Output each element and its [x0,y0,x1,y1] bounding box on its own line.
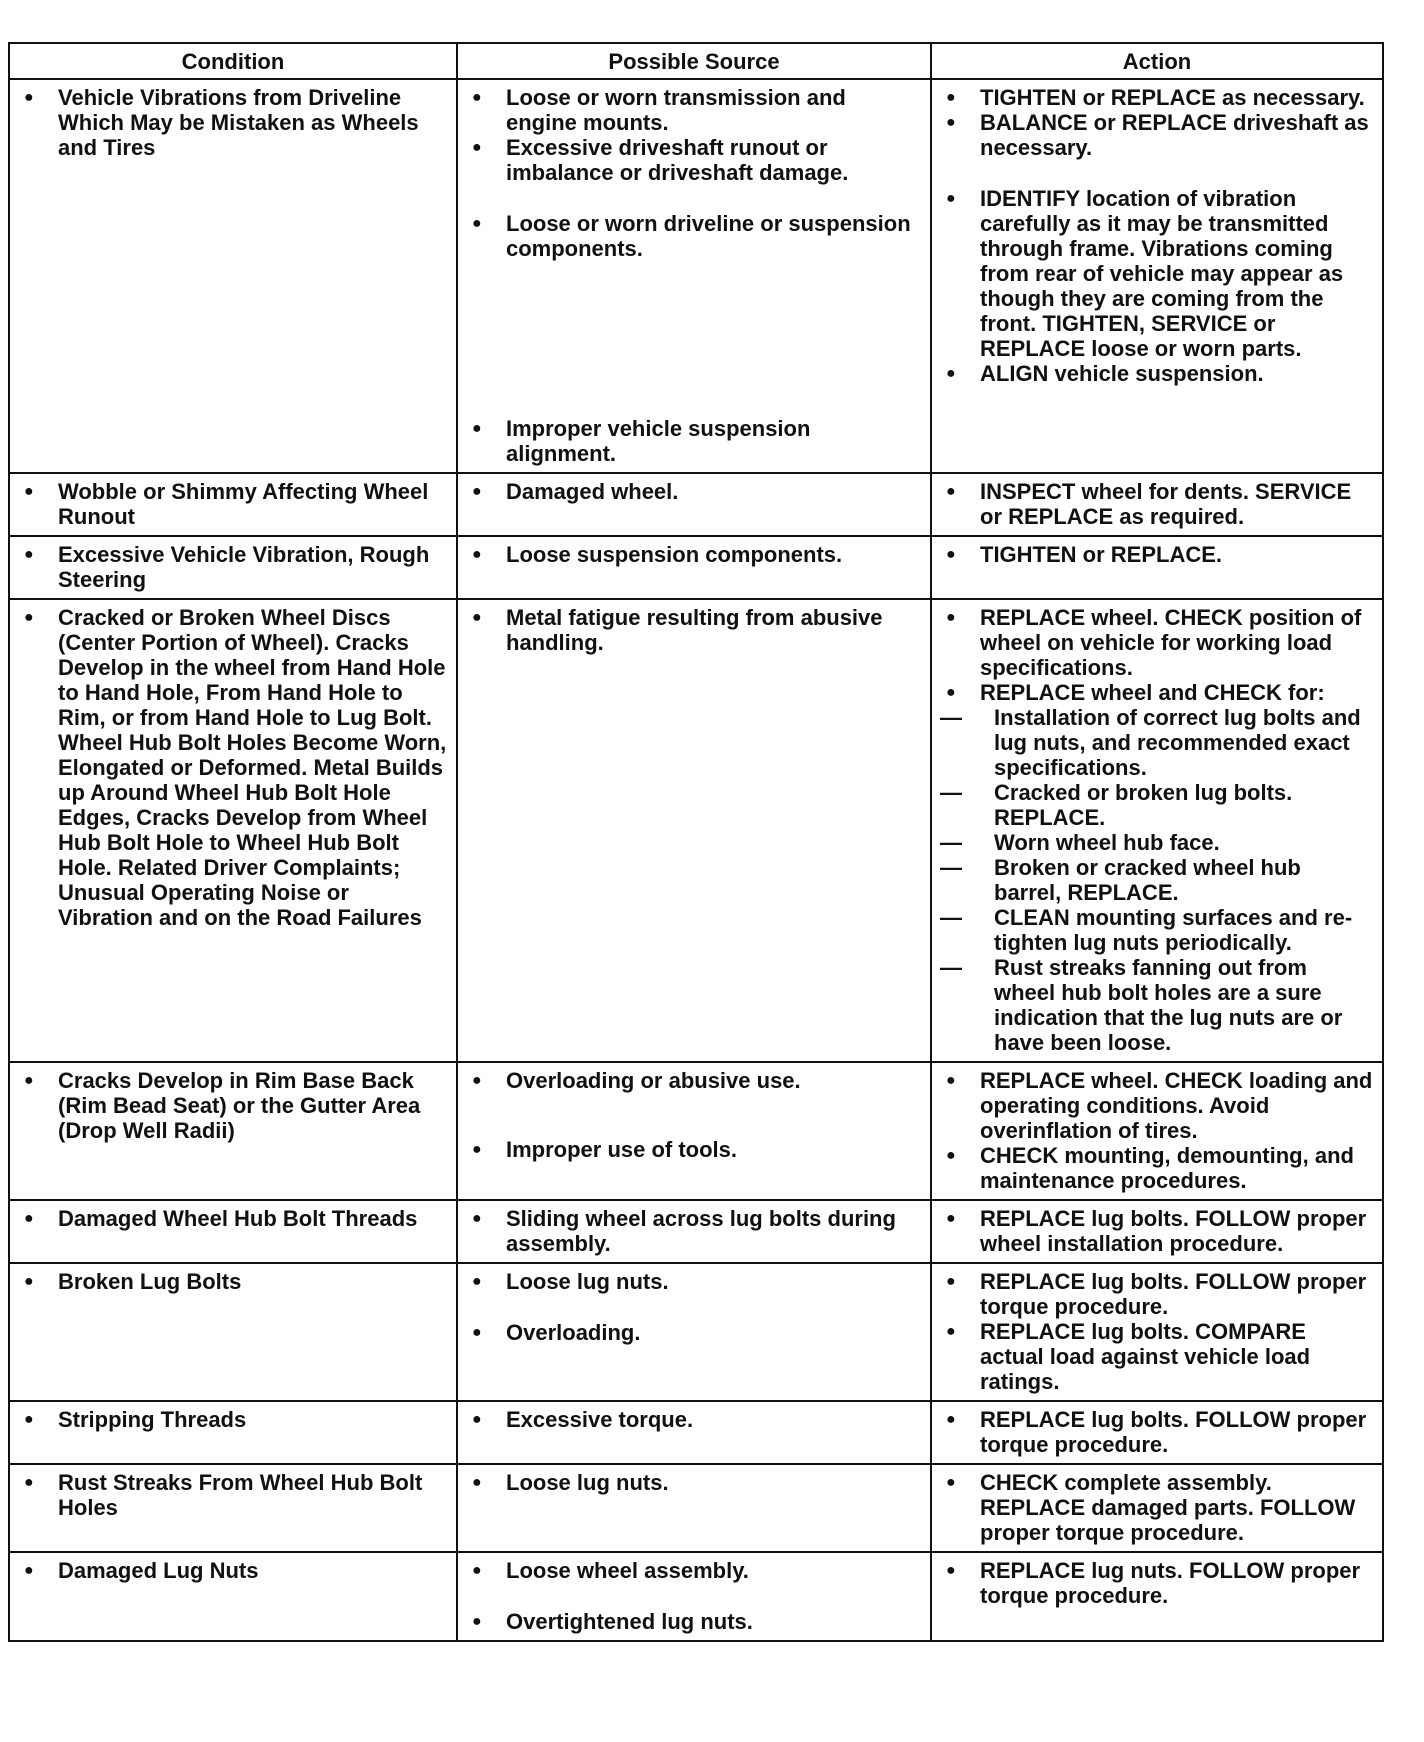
source-cell [457,1552,931,1641]
condition-item: ● Broken Lug Bolts [18,1269,448,1294]
sub-action-item: — Rust streaks fanning out from wheel hub bolt holes are a sure indication that the lug nuts are or have been loose. [940,955,1374,1055]
source-cell [457,1263,931,1401]
source-item: ● Improper use of tools. [466,1137,922,1162]
condition-item: ● Cracked or Broken Wheel Discs (Center Portion of Wheel). Cracks Develop in the wheel from Hand Hole to Hand Hole, From Hand Hole to Rim, or from Hand Hole to Lug Bolt. Wheel Hub Bolt Holes Become Worn, Elongated or Deformed. Metal Builds up Around Wheel Hub Bolt Hole Edges, Cracks Develop from Wheel Hub Bolt Hole to Wheel Hub Bolt Hole. Related Driver Complaints; Unusual Operating Noise or Vibration and on the Road Failures [18,605,448,930]
action-cell [931,599,1383,1062]
source-cell [457,1200,931,1263]
sub-action-item: — Cracked or broken lug bolts. REPLACE. [940,780,1374,830]
header-condition: Condition [9,43,457,79]
action-item: ● INSPECT wheel for dents. SERVICE or REPLACE as required. [940,479,1374,529]
table-row [9,1552,1383,1641]
action-cell [931,1200,1383,1263]
sub-action-item: — CLEAN mounting surfaces and re-tighten lug nuts periodically. [940,905,1374,955]
action-cell [931,1062,1383,1200]
source-item: ● Loose or worn driveline or suspension components. [466,211,922,261]
action-item: ● BALANCE or REPLACE driveshaft as necessary. [940,110,1374,160]
source-item: ● Overtightened lug nuts. [466,1609,922,1634]
condition-item: ● Wobble or Shimmy Affecting Wheel Runout [18,479,448,529]
action-item: ● REPLACE lug bolts. FOLLOW proper torque procedure. [940,1407,1374,1457]
action-item: ● TIGHTEN or REPLACE. [940,542,1374,567]
source-item: ● Loose suspension components. [466,542,922,567]
action-cell [931,1401,1383,1464]
action-item: ● IDENTIFY location of vibration carefully as it may be transmitted through frame. Vibrations coming from rear of vehicle may appear as though they are coming from the front. TIGHTEN, SERVICE or REPLACE loose or worn parts. [940,186,1374,361]
condition-item: ● Vehicle Vibrations from Driveline Which May be Mistaken as Wheels and Tires [18,85,448,160]
header-row [9,43,1383,79]
condition-cell [9,1062,457,1200]
action-item: ● REPLACE wheel. CHECK position of wheel on vehicle for working load specifications. [940,605,1374,680]
action-item: ● REPLACE lug bolts. COMPARE actual load against vehicle load ratings. [940,1319,1374,1394]
sub-action-item: — Broken or cracked wheel hub barrel, REPLACE. [940,855,1374,905]
source-item: ● Loose lug nuts. [466,1269,922,1294]
table-row [9,1200,1383,1263]
action-item: ● ALIGN vehicle suspension. [940,361,1374,386]
source-item: ● Overloading or abusive use. [466,1068,922,1093]
action-cell [931,1464,1383,1552]
condition-item: ● Damaged Wheel Hub Bolt Threads [18,1206,448,1231]
source-cell [457,599,931,1062]
table-row [9,536,1383,599]
source-item: ● Metal fatigue resulting from abusive handling. [466,605,922,655]
source-item: ● Loose or worn transmission and engine mounts. [466,85,922,135]
condition-cell [9,1263,457,1401]
source-item: ● Sliding wheel across lug bolts during assembly. [466,1206,922,1256]
action-item: ● REPLACE wheel and CHECK for: [940,680,1374,705]
action-item: ● TIGHTEN or REPLACE as necessary. [940,85,1374,110]
action-item: ● CHECK complete assembly. REPLACE damaged parts. FOLLOW proper torque procedure. [940,1470,1374,1545]
sub-action-item: — Installation of correct lug bolts and lug nuts, and recommended exact specifications. [940,705,1374,780]
source-cell [457,1401,931,1464]
condition-item: ● Rust Streaks From Wheel Hub Bolt Holes [18,1470,448,1520]
condition-cell [9,79,457,473]
condition-cell [9,473,457,536]
header-possible-source: Possible Source [457,43,931,79]
source-item: ● Loose lug nuts. [466,1470,922,1495]
action-cell [931,473,1383,536]
source-cell [457,1062,931,1200]
source-item: ● Excessive torque. [466,1407,922,1432]
table-row [9,1401,1383,1464]
condition-cell [9,536,457,599]
action-cell [931,1263,1383,1401]
table-row [9,1263,1383,1401]
source-item: ● Overloading. [466,1320,922,1345]
source-cell [457,1464,931,1552]
sub-action-item: — Worn wheel hub face. [940,830,1374,855]
table-row [9,1464,1383,1552]
source-cell [457,473,931,536]
source-cell [457,79,931,473]
action-cell [931,79,1383,473]
condition-cell [9,1464,457,1552]
source-item: ● Loose wheel assembly. [466,1558,922,1583]
table-row [9,1062,1383,1200]
source-cell [457,536,931,599]
header-action: Action [931,43,1383,79]
action-item: ● REPLACE wheel. CHECK loading and operating conditions. Avoid overinflation of tires. [940,1068,1374,1143]
table-row [9,599,1383,1062]
action-cell [931,1552,1383,1641]
action-item: ● REPLACE lug bolts. FOLLOW proper wheel installation procedure. [940,1206,1374,1256]
action-cell [931,536,1383,599]
table-row [9,79,1383,473]
action-item: ● REPLACE lug nuts. FOLLOW proper torque procedure. [940,1558,1374,1608]
action-item: ● REPLACE lug bolts. FOLLOW proper torque procedure. [940,1269,1374,1319]
diagnosis-table [8,42,1384,1642]
source-item: ● Improper vehicle suspension alignment. [466,416,922,466]
condition-item: ● Stripping Threads [18,1407,448,1432]
condition-cell [9,1200,457,1263]
condition-cell [9,1401,457,1464]
table-row [9,473,1383,536]
source-item: ● Damaged wheel. [466,479,922,504]
condition-item: ● Damaged Lug Nuts [18,1558,448,1583]
source-item: ● Excessive driveshaft runout or imbalance or driveshaft damage. [466,135,922,185]
condition-cell [9,1552,457,1641]
condition-cell [9,599,457,1062]
action-item: ● CHECK mounting, demounting, and maintenance procedures. [940,1143,1374,1193]
condition-item: ● Excessive Vehicle Vibration, Rough Steering [18,542,448,592]
condition-item: ● Cracks Develop in Rim Base Back (Rim Bead Seat) or the Gutter Area (Drop Well Radii) [18,1068,448,1143]
